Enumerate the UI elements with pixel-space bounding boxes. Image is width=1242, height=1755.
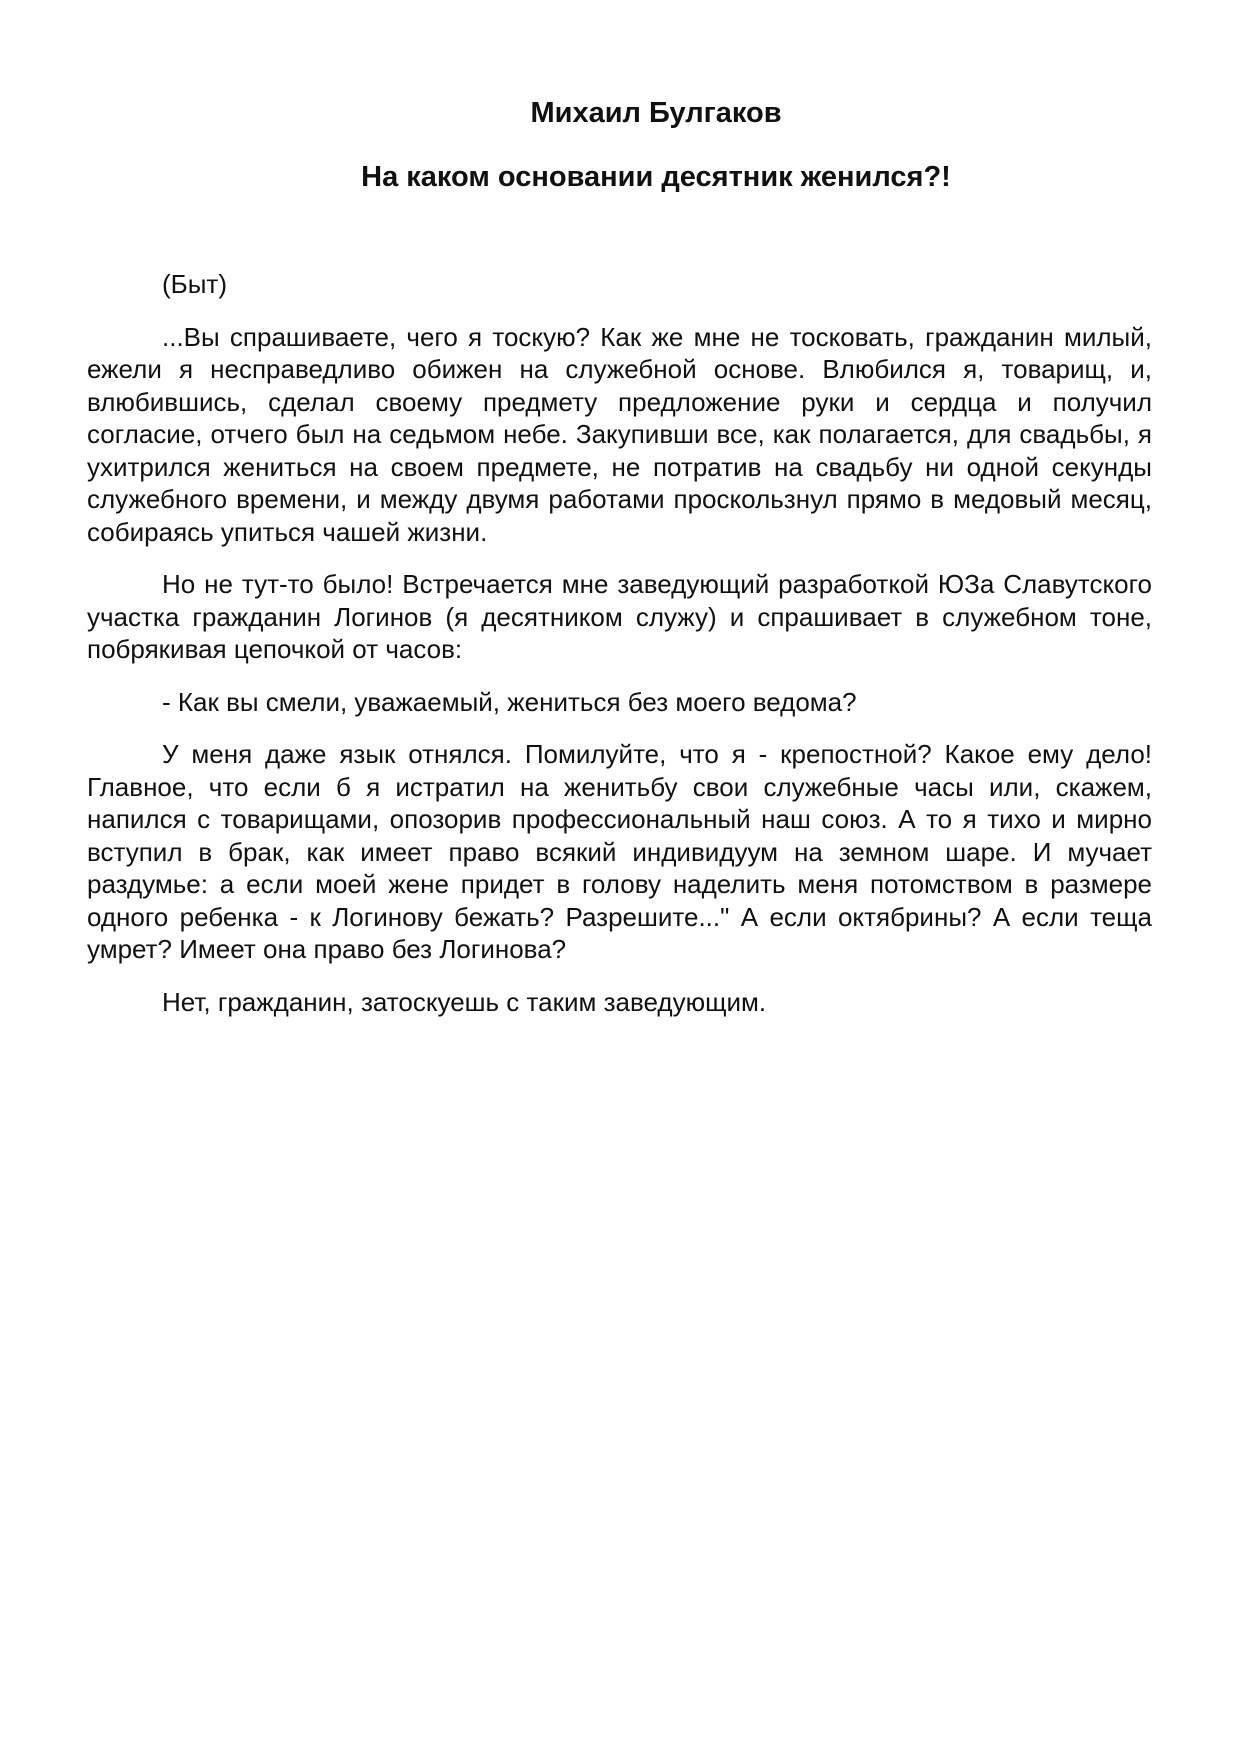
story-body: [87, 268, 1152, 1038]
paragraph: ...Вы спрашиваете, чего я тоскую? Как же мне не тосковать, гражданин милый, ежели я несправедливо обижен на служебной основе. Влюбился я, товарищ, и, влюбившись, сделал своему предмету предложение руки и сердца и получил согласие, отчего был на седьмом небе. Закупивши все, как полагается, для свадьбы, я ухитрился жениться на своем предмете, не потратив на свадьбу ни одной секунды служебного времени, и между двумя работами проскользнул прямо в медовый месяц, собираясь упиться чашей жизни.: [87, 321, 1152, 547]
paragraph: Но не тут-то было! Встречается мне заведующий разработкой ЮЗа Славутского участка гражданин Логинов (я десятником служу) и спрашивает в служебном тоне, побрякивая цепочкой от часов:: [87, 569, 1152, 664]
paragraph: У меня даже язык отнялся. Помилуйте, что я - крепостной? Какое ему дело! Главное, что если б я истратил на женитьбу свои служебные часы или, скажем, напился с товарищами, опозорив профессиональный наш союз. А то я тихо и мирно вступил в брак, как имеет право всякий индивидуум на земном шаре. И мучает раздумье: а если моей жене придет в голову наделить меня потомством в размере одного ребенка - к Логинову бежать? Разрешите..." А если октябрины? А если теща умрет? Имеет она право без Логинова?: [87, 739, 1152, 964]
author-name: Михаил Булгаков: [530, 97, 782, 129]
story-title: На каком основании десятник женился?!: [361, 161, 951, 193]
genre-label: (Быт): [162, 269, 227, 299]
paragraph: Нет, гражданин, затоскуешь с таким заведующим.: [162, 986, 767, 1017]
paragraph: - Как вы смели, уважаемый, жениться без моего ведома?: [162, 686, 857, 717]
